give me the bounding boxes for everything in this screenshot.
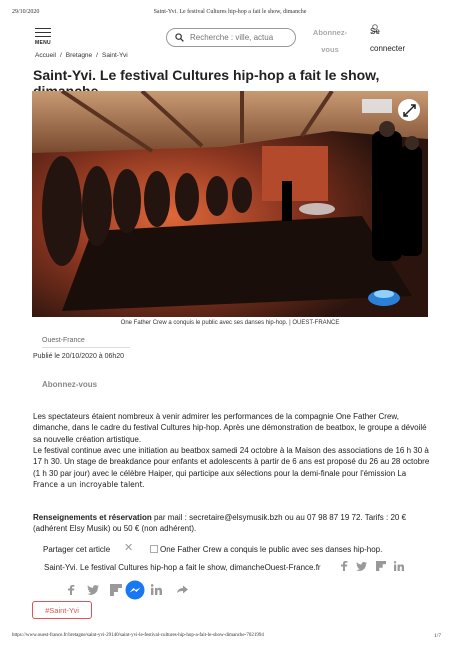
share-image (150, 545, 382, 554)
page-title: Saint-Yvi. Le festival Cultures hip-hop a fait le show, (33, 67, 380, 83)
twitter-icon[interactable] (356, 562, 367, 571)
login-link[interactable]: Se connecter (370, 27, 406, 53)
breadcrumb-saint-yvi[interactable]: Saint-Yvi (101, 52, 128, 59)
subscribe-prompt[interactable]: Abonnez-vous (42, 380, 98, 389)
hall-scene (32, 91, 428, 317)
broken-image-icon (150, 545, 158, 553)
print-date: 29/10/2020 (12, 9, 40, 15)
hamburger-icon (35, 28, 51, 37)
twitter-icon[interactable] (87, 585, 99, 595)
breadcrumb-bretagne[interactable]: Bretagne (65, 52, 93, 59)
paragraph-intro: Les spectateurs étaient nombreux à venir admirer les performances de la compagnie One Father Crew, dimanche, dans le cadre du festival Cultures hip-hop. Après une démonstration de beatbox, le groupe a dévoilé sa nouvelle création artistique. (33, 412, 427, 444)
breadcrumb-separator: / (59, 52, 62, 59)
share-preview-text: Saint-Yvi. Le festival Cultures hip-hop a fait le show, dimancheOuest-France.fr (44, 563, 321, 572)
paragraph-info (33, 512, 431, 535)
breadcrumb-home[interactable]: Accueil (35, 52, 56, 59)
menu-label: MENU (35, 40, 51, 46)
print-url: https://www.ouest-france.fr/bretagne/saint-yvi-29140/saint-yvi-le-festival-cultures-hip-hop-a-fait-le-show-dimanche-7021994 (12, 633, 264, 638)
publication-date: Publié le 20/10/2020 à 06h20 (33, 353, 125, 360)
article-photo (32, 91, 428, 317)
messenger-icon[interactable] (125, 580, 145, 600)
close-icon[interactable]: ✕ (124, 542, 134, 554)
search-icon (175, 33, 184, 42)
share-icon[interactable] (177, 585, 188, 594)
share-label: Partager cet article (43, 545, 111, 554)
paragraph-program (33, 445, 431, 490)
photo-caption: One Father Crew a conquis le public avec ses danses hip-hop. | OUEST-FRANCE (120, 320, 340, 326)
article-source[interactable]: Ouest-France (42, 337, 85, 344)
info-text: par mail : secretaire@elsymusik.bzh ou au 07 98 87 19 72. Tarifs : 20 € (adhérent Elsy Musik) ou 50 € (non adhérent). (33, 513, 407, 534)
expand-button[interactable] (398, 99, 420, 121)
share-image-alt: One Father Crew a conquis le public avec ses danses hip-hop. (160, 545, 383, 554)
facebook-icon[interactable] (67, 584, 75, 596)
program-end: . (142, 479, 145, 489)
flipboard-icon[interactable] (110, 584, 122, 596)
subscribe-link[interactable]: Abonnez- vous (312, 28, 348, 54)
info-heading: Renseignements et réservation (33, 513, 152, 522)
facebook-icon[interactable] (340, 561, 348, 571)
search-input[interactable] (190, 33, 285, 42)
tv-show-link[interactable]: La France a un incroyable talent (33, 468, 407, 489)
breadcrumb-separator: / (96, 52, 98, 59)
linkedin-icon[interactable] (151, 584, 162, 595)
breadcrumb (35, 52, 132, 59)
divider (42, 347, 130, 348)
tag-saint-yvi[interactable]: #Saint-Yvi (32, 601, 92, 619)
search-box[interactable] (166, 28, 296, 47)
expand-icon (403, 104, 416, 117)
flipboard-icon[interactable] (376, 561, 386, 571)
program-text: Le festival continue avec une initiation au beatbox samedi 24 octobre à la Maison des associations de 16 h 30 à 17 h 30. Un stage de breakdance pour enfants et adolescents à partir de 6 ans est proposé du 26 au 28 octobre (1 h 30 par jour) avec le célèbre Haiper, qui participe aux sélections pour la demi-finale pour l'émission (33, 446, 430, 478)
print-title: Saint-Yvi. Le festival Cultures hip-hop a fait le show, dimanche (153, 9, 307, 15)
print-page-number: 1/7 (434, 633, 442, 639)
linkedin-icon[interactable] (394, 561, 404, 571)
menu-button[interactable] (28, 28, 58, 46)
